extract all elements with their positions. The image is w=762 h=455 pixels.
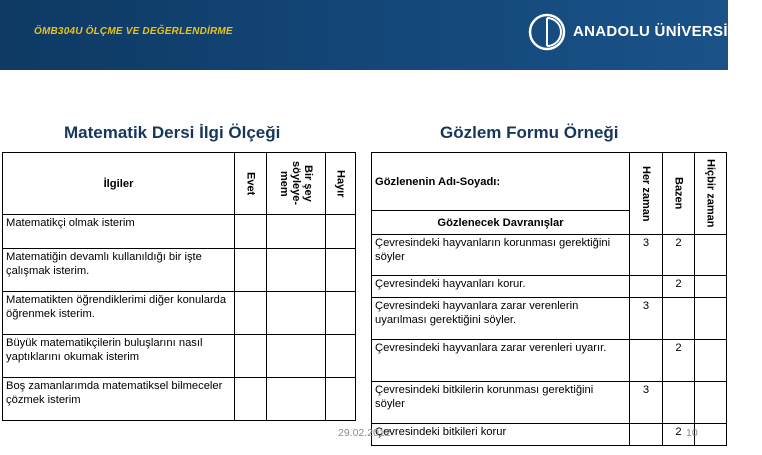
score-cell xyxy=(695,340,727,382)
score-cell xyxy=(630,276,663,298)
score-cell: 2 xyxy=(663,235,695,276)
behavior-text: Çevresindeki hayvanlara zarar verenleri uyarır. xyxy=(372,340,630,382)
table-cell xyxy=(326,292,356,335)
score-cell xyxy=(695,235,727,276)
table-cell xyxy=(267,335,326,378)
row-label: Matematikçi olmak isterim xyxy=(3,215,235,249)
page-number: 10 xyxy=(686,427,698,439)
row-label: Matematikten öğrendiklerimi diğer konularda öğrenmek isterim. xyxy=(3,292,235,335)
table-header-row xyxy=(372,153,727,211)
column-header xyxy=(663,153,695,235)
column-header xyxy=(695,153,727,235)
table-row xyxy=(372,298,727,340)
score-cell: 3 xyxy=(630,298,663,340)
score-cell: 2 xyxy=(663,276,695,298)
score-cell: 3 xyxy=(630,235,663,276)
university-name: ANADOLU ÜNİVERSİTESİ xyxy=(573,23,762,40)
behavior-text: Çevresindeki bitkilerin korunması gerektiğini söyler xyxy=(372,382,630,424)
score-cell xyxy=(695,298,727,340)
table-cell xyxy=(235,378,267,421)
table-cell xyxy=(326,335,356,378)
table-cell xyxy=(267,378,326,421)
column-header xyxy=(235,153,267,215)
course-title: ÖMB304U ÖLÇME VE DEĞERLENDİRME xyxy=(34,26,233,37)
university-logo-icon xyxy=(527,12,567,52)
column-header-label: Evet xyxy=(244,171,257,196)
interest-scale-table xyxy=(2,152,356,421)
score-cell: 2 xyxy=(663,424,695,446)
table-cell xyxy=(267,249,326,292)
table-cell xyxy=(326,249,356,292)
table-row xyxy=(372,235,727,276)
behavior-text: Çevresindeki bitkileri korur xyxy=(372,424,630,446)
table-cell xyxy=(326,215,356,249)
section-label: Gözlenecek Davranışlar xyxy=(372,211,630,235)
table-cell xyxy=(235,249,267,292)
table-row xyxy=(3,292,356,335)
score-cell xyxy=(695,276,727,298)
university-logo xyxy=(527,12,762,52)
column-header-label: Bazen xyxy=(672,177,685,210)
footer-date: 29.02.2012 xyxy=(338,427,391,439)
table-cell xyxy=(235,292,267,335)
behavior-text: Çevresindeki hayvanlara zarar verenlerin uyarılması gerektiğini söyler. xyxy=(372,298,630,340)
score-cell xyxy=(695,382,727,424)
column-header xyxy=(267,153,326,215)
row-label: Matematiğin devamlı kullanıldığı bir işte çalışmak isterim. xyxy=(3,249,235,292)
table-cell xyxy=(267,292,326,335)
table-row xyxy=(3,249,356,292)
table-row xyxy=(3,378,356,421)
column-header-label: Hiçbir zaman xyxy=(704,159,717,228)
table-cell xyxy=(326,378,356,421)
table-row xyxy=(372,424,727,446)
column-header-label: Bir şey söyleye-mem xyxy=(278,161,314,206)
column-header: İlgiler xyxy=(3,153,235,215)
slide-header xyxy=(0,0,762,70)
table-row xyxy=(3,335,356,378)
row-label: Büyük matematikçilerin buluşlarını nasıl yaptıklarını okumak isterim xyxy=(3,335,235,378)
column-header-label: Hayır xyxy=(334,169,347,198)
behavior-text: Çevresindeki hayvanları korur. xyxy=(372,276,630,298)
observation-form-table xyxy=(371,152,727,446)
left-title: Matematik Dersi İlgi Ölçeği xyxy=(64,123,281,142)
column-header-label: Her zaman xyxy=(640,165,652,222)
score-cell: 2 xyxy=(663,340,695,382)
table-cell xyxy=(235,215,267,249)
table-row xyxy=(372,382,727,424)
behavior-text: Çevresindeki hayvanların korunması gerektiğini söyler xyxy=(372,235,630,276)
score-cell: 3 xyxy=(630,382,663,424)
score-cell xyxy=(630,340,663,382)
column-header xyxy=(630,153,663,235)
table-row xyxy=(372,340,727,382)
score-cell xyxy=(695,424,727,446)
table-row xyxy=(3,215,356,249)
table-cell xyxy=(235,335,267,378)
score-cell xyxy=(663,382,695,424)
table-row xyxy=(372,276,727,298)
observed-name-label: Gözlenenin Adı-Soyadı: xyxy=(372,153,630,211)
column-header xyxy=(326,153,356,215)
table-cell xyxy=(267,215,326,249)
score-cell xyxy=(663,298,695,340)
right-title: Gözlem Formu Örneği xyxy=(440,123,619,142)
table-header-row xyxy=(3,153,356,215)
score-cell xyxy=(630,424,663,446)
row-label: Boş zamanlarımda matematiksel bilmeceler çözmek isterim xyxy=(3,378,235,421)
